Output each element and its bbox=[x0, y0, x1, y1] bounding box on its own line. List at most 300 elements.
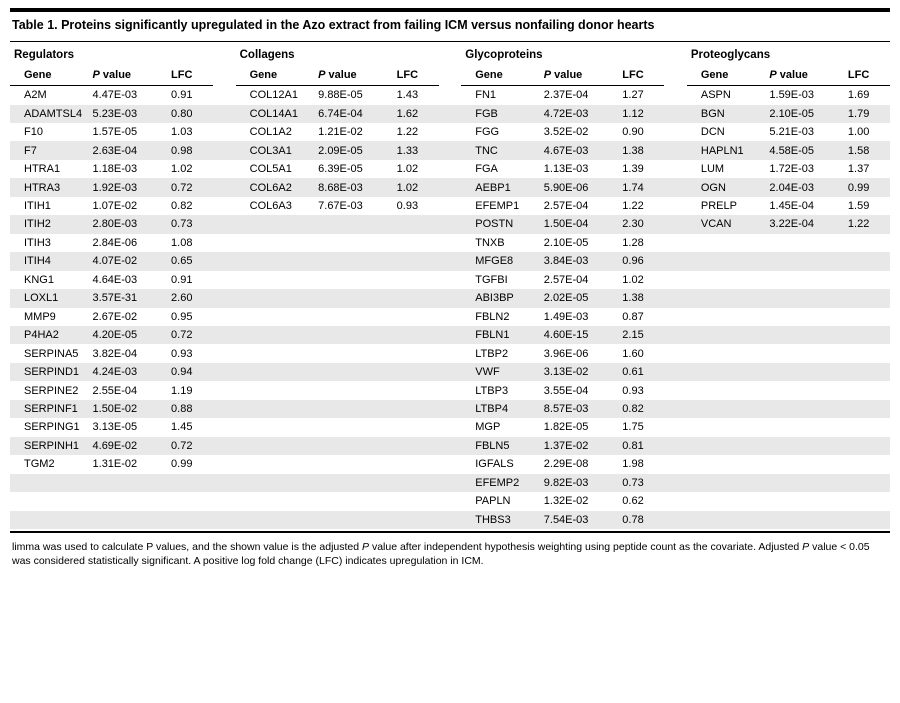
cell-pvalue bbox=[314, 326, 393, 344]
cell-gene bbox=[236, 418, 315, 436]
cell-gap bbox=[439, 289, 462, 307]
cell-pvalue: 6.74E-04 bbox=[314, 105, 393, 123]
cell-gene bbox=[687, 289, 766, 307]
cell-gene bbox=[687, 474, 766, 492]
cell-gene bbox=[236, 215, 315, 233]
cell-lfc: 2.15 bbox=[618, 326, 664, 344]
cell-gap bbox=[213, 455, 236, 473]
cell-lfc: 1.02 bbox=[171, 163, 193, 176]
cell-pvalue: 4.20E-05 bbox=[89, 326, 168, 344]
cell-pvalue bbox=[765, 308, 844, 326]
cell-lfc: 1.59 bbox=[847, 200, 870, 213]
table-row bbox=[10, 400, 890, 418]
data-table bbox=[10, 42, 890, 529]
table-row bbox=[10, 492, 890, 510]
cell-gap bbox=[439, 455, 462, 473]
cell-lfc: 0.78 bbox=[618, 511, 664, 529]
cell-gene bbox=[10, 492, 89, 510]
cell-gene: F7 bbox=[10, 141, 89, 159]
cell-pvalue: 4.58E-05 bbox=[765, 141, 844, 159]
cell-gene: SERPINE2 bbox=[24, 384, 79, 397]
cell-lfc: 1.62 bbox=[393, 105, 439, 123]
cell-lfc: 1.03 bbox=[171, 126, 193, 139]
cell-lfc: 0.72 bbox=[167, 326, 213, 344]
cell-lfc bbox=[167, 511, 213, 529]
cell-gap bbox=[664, 197, 687, 215]
cell-pvalue: 1.13E-03 bbox=[543, 163, 589, 176]
cell-pvalue: 1.82E-05 bbox=[543, 421, 589, 434]
table-row bbox=[10, 123, 890, 141]
cell-gene: A2M bbox=[24, 89, 47, 102]
cell-lfc: 1.12 bbox=[618, 105, 664, 123]
cell-gene: TGM2 bbox=[24, 458, 55, 471]
cell-gene: COL5A1 bbox=[249, 163, 292, 176]
cell-pvalue: 1.92E-03 bbox=[89, 178, 168, 196]
cell-lfc: 0.99 bbox=[844, 178, 890, 196]
cell-gap bbox=[439, 141, 462, 159]
cell-lfc: 0.91 bbox=[171, 273, 193, 286]
cell-gene: IGFALS bbox=[475, 458, 514, 471]
cell-gene: HTRA3 bbox=[10, 178, 89, 196]
cell-pvalue bbox=[314, 271, 393, 289]
cell-lfc: 1.00 bbox=[847, 126, 870, 139]
cell-lfc bbox=[393, 381, 439, 399]
cell-lfc: 0.91 bbox=[171, 89, 193, 102]
cell-lfc: 1.79 bbox=[844, 105, 890, 123]
cell-gene bbox=[236, 363, 315, 381]
cell-gap bbox=[664, 492, 687, 510]
cell-pvalue: 9.88E-05 bbox=[318, 89, 363, 102]
column-header-gene-1: Gene bbox=[10, 66, 89, 86]
cell-lfc bbox=[844, 252, 890, 270]
cell-gap bbox=[213, 326, 236, 344]
cell-lfc bbox=[844, 363, 890, 381]
cell-gene bbox=[687, 363, 766, 381]
column-header-pvalue-4: P value bbox=[765, 66, 844, 86]
cell-gene bbox=[236, 400, 315, 418]
column-header-lfc-4: LFC bbox=[844, 66, 890, 86]
cell-gene bbox=[687, 271, 766, 289]
cell-lfc: 1.08 bbox=[171, 236, 193, 249]
cell-pvalue bbox=[314, 381, 393, 399]
table-row bbox=[10, 215, 890, 233]
cell-pvalue: 2.04E-03 bbox=[765, 178, 844, 196]
group-header-proteoglycans: Proteoglycans bbox=[690, 49, 771, 62]
cell-lfc bbox=[393, 455, 439, 473]
cell-lfc: 1.22 bbox=[622, 200, 644, 213]
cell-gene: VWF bbox=[461, 363, 540, 381]
cell-lfc: 1.22 bbox=[844, 215, 890, 233]
cell-gene: ADAMTSL4 bbox=[10, 105, 89, 123]
cell-pvalue: 1.21E-02 bbox=[318, 126, 363, 139]
cell-gap bbox=[664, 400, 687, 418]
cell-lfc bbox=[844, 289, 890, 307]
cell-pvalue: 1.07E-02 bbox=[92, 200, 138, 213]
cell-gene bbox=[236, 455, 315, 473]
cell-pvalue: 4.24E-03 bbox=[89, 363, 168, 381]
cell-pvalue bbox=[314, 400, 393, 418]
cell-lfc: 0.61 bbox=[618, 363, 664, 381]
cell-pvalue bbox=[314, 308, 393, 326]
column-header-pvalue-2: P value bbox=[314, 66, 393, 86]
cell-gene: SERPINF1 bbox=[10, 400, 89, 418]
cell-lfc: 1.75 bbox=[622, 421, 644, 434]
cell-gap bbox=[213, 289, 236, 307]
cell-pvalue: 3.52E-02 bbox=[543, 126, 589, 139]
table-row bbox=[10, 474, 890, 492]
cell-pvalue: 1.50E-02 bbox=[89, 400, 168, 418]
cell-pvalue: 2.57E-04 bbox=[543, 273, 589, 286]
cell-gene: FGG bbox=[475, 126, 500, 139]
cell-gene bbox=[236, 437, 315, 455]
cell-pvalue: 3.22E-04 bbox=[765, 215, 844, 233]
table-row bbox=[10, 289, 890, 307]
cell-pvalue bbox=[765, 492, 844, 510]
cell-gene: MFGE8 bbox=[461, 252, 540, 270]
table-row bbox=[10, 252, 890, 270]
cell-gap bbox=[439, 474, 462, 492]
cell-gap bbox=[213, 160, 236, 178]
cell-gap bbox=[213, 234, 236, 252]
table-row bbox=[10, 141, 890, 159]
cell-gene: COL12A1 bbox=[249, 89, 298, 102]
cell-pvalue bbox=[314, 455, 393, 473]
table-row bbox=[10, 197, 890, 215]
group-header-collagens: Collagens bbox=[239, 49, 295, 62]
cell-pvalue: 1.57E-05 bbox=[92, 126, 138, 139]
cell-gene: LOXL1 bbox=[10, 289, 89, 307]
cell-pvalue: 3.55E-04 bbox=[543, 384, 589, 397]
cell-lfc bbox=[393, 511, 439, 529]
table-row bbox=[10, 326, 890, 344]
table-row bbox=[10, 344, 890, 362]
cell-pvalue bbox=[765, 511, 844, 529]
cell-gene: COL14A1 bbox=[236, 105, 315, 123]
cell-lfc bbox=[844, 326, 890, 344]
cell-gap bbox=[213, 178, 236, 196]
cell-gene bbox=[687, 344, 766, 362]
cell-gene: KNG1 bbox=[24, 273, 54, 286]
cell-gap bbox=[213, 308, 236, 326]
cell-gene: SERPINA5 bbox=[24, 347, 79, 360]
table-row bbox=[10, 511, 890, 529]
cell-gene bbox=[687, 418, 766, 436]
cell-lfc: 0.96 bbox=[618, 252, 664, 270]
cell-pvalue bbox=[314, 418, 393, 436]
cell-gap bbox=[664, 455, 687, 473]
cell-pvalue bbox=[765, 234, 844, 252]
column-gap bbox=[213, 66, 236, 86]
cell-gap bbox=[439, 418, 462, 436]
cell-gap bbox=[664, 86, 687, 105]
cell-lfc: 0.98 bbox=[167, 141, 213, 159]
cell-gene: DCN bbox=[700, 126, 725, 139]
footnote-italic-p: P bbox=[362, 540, 370, 553]
cell-lfc: 1.45 bbox=[171, 421, 193, 434]
cell-gap bbox=[664, 511, 687, 529]
table-row bbox=[10, 86, 890, 105]
column-header-gene-2: Gene bbox=[236, 66, 315, 86]
cell-gene: POSTN bbox=[461, 215, 540, 233]
cell-gap bbox=[439, 178, 462, 196]
cell-pvalue bbox=[314, 234, 393, 252]
cell-gene bbox=[10, 474, 89, 492]
cell-gene: FGB bbox=[461, 105, 540, 123]
cell-gene: HTRA1 bbox=[24, 163, 61, 176]
column-header-lfc-1: LFC bbox=[167, 66, 213, 86]
cell-lfc: 0.73 bbox=[618, 474, 664, 492]
cell-pvalue: 2.55E-04 bbox=[92, 384, 138, 397]
cell-pvalue bbox=[765, 344, 844, 362]
cell-pvalue bbox=[314, 344, 393, 362]
cell-pvalue bbox=[314, 437, 393, 455]
table-title: Table 1. Proteins significantly upregulated in the Azo extract from failing ICM versus nonfailing donor hearts bbox=[12, 18, 655, 32]
cell-gene bbox=[687, 455, 766, 473]
cell-pvalue: 2.09E-05 bbox=[314, 141, 393, 159]
pvalue-italic-p: P bbox=[769, 69, 777, 82]
table-row bbox=[10, 105, 890, 123]
cell-gap bbox=[439, 234, 462, 252]
cell-pvalue: 4.47E-03 bbox=[92, 89, 138, 102]
cell-gap bbox=[213, 344, 236, 362]
cell-pvalue bbox=[765, 363, 844, 381]
cell-lfc bbox=[844, 271, 890, 289]
cell-gene: TGFBI bbox=[475, 273, 508, 286]
cell-lfc bbox=[844, 492, 890, 510]
cell-pvalue bbox=[765, 326, 844, 344]
cell-gap bbox=[213, 197, 236, 215]
cell-pvalue: 2.67E-02 bbox=[92, 310, 138, 323]
cell-lfc bbox=[393, 363, 439, 381]
cell-lfc: 0.99 bbox=[171, 458, 193, 471]
cell-gap bbox=[213, 123, 236, 141]
cell-pvalue: 4.67E-03 bbox=[540, 141, 619, 159]
cell-gene: HAPLN1 bbox=[687, 141, 766, 159]
cell-gap bbox=[664, 363, 687, 381]
cell-gene: ABI3BP bbox=[461, 289, 540, 307]
cell-lfc bbox=[393, 234, 439, 252]
cell-gap bbox=[439, 437, 462, 455]
cell-gene bbox=[687, 381, 766, 399]
cell-gene: COL3A1 bbox=[236, 141, 315, 159]
cell-gene bbox=[687, 400, 766, 418]
cell-gene bbox=[236, 252, 315, 270]
cell-lfc: 0.93 bbox=[622, 384, 644, 397]
cell-gene: PAPLN bbox=[475, 495, 511, 508]
cell-pvalue: 3.96E-06 bbox=[543, 347, 589, 360]
cell-lfc: 0.81 bbox=[618, 437, 664, 455]
cell-pvalue: 2.84E-06 bbox=[92, 236, 138, 249]
cell-gap bbox=[664, 271, 687, 289]
cell-lfc bbox=[393, 344, 439, 362]
cell-gene bbox=[236, 511, 315, 529]
cell-lfc: 1.39 bbox=[622, 163, 644, 176]
cell-lfc bbox=[393, 437, 439, 455]
cell-lfc bbox=[844, 308, 890, 326]
cell-gap bbox=[439, 197, 462, 215]
cell-pvalue: 8.68E-03 bbox=[314, 178, 393, 196]
cell-lfc bbox=[844, 511, 890, 529]
cell-gene: COL1A2 bbox=[249, 126, 292, 139]
cell-gap bbox=[213, 418, 236, 436]
cell-gene bbox=[687, 492, 766, 510]
cell-pvalue bbox=[765, 381, 844, 399]
cell-pvalue: 4.72E-03 bbox=[540, 105, 619, 123]
cell-pvalue: 2.57E-04 bbox=[543, 200, 589, 213]
cell-pvalue: 2.63E-04 bbox=[89, 141, 168, 159]
cell-lfc: 0.88 bbox=[167, 400, 213, 418]
table-row bbox=[10, 234, 890, 252]
cell-gene bbox=[236, 492, 315, 510]
cell-lfc bbox=[844, 400, 890, 418]
group-header-glycoproteins: Glycoproteins bbox=[465, 49, 543, 62]
cell-pvalue bbox=[765, 289, 844, 307]
cell-lfc: 1.22 bbox=[396, 126, 419, 139]
cell-gap bbox=[213, 381, 236, 399]
pvalue-italic-p: P bbox=[92, 69, 100, 82]
table-footnote bbox=[10, 533, 890, 569]
cell-pvalue: 2.29E-08 bbox=[543, 458, 589, 471]
cell-gap bbox=[439, 160, 462, 178]
cell-lfc: 1.19 bbox=[171, 384, 193, 397]
cell-gap bbox=[213, 86, 236, 105]
cell-pvalue: 7.54E-03 bbox=[540, 511, 619, 529]
column-header-pvalue-3: P value bbox=[540, 66, 619, 86]
column-gap bbox=[664, 66, 687, 86]
cell-gap bbox=[664, 344, 687, 362]
cell-lfc: 0.82 bbox=[171, 200, 193, 213]
cell-gap bbox=[213, 400, 236, 418]
cell-gap bbox=[664, 289, 687, 307]
cell-lfc: 1.58 bbox=[844, 141, 890, 159]
cell-lfc bbox=[393, 252, 439, 270]
cell-gap bbox=[439, 215, 462, 233]
cell-lfc: 0.62 bbox=[622, 495, 644, 508]
cell-gap bbox=[664, 178, 687, 196]
cell-gap bbox=[664, 418, 687, 436]
cell-gap bbox=[439, 511, 462, 529]
cell-lfc bbox=[844, 234, 890, 252]
cell-gene: LTBP4 bbox=[461, 400, 540, 418]
cell-pvalue: 9.82E-03 bbox=[540, 474, 619, 492]
cell-pvalue: 3.84E-03 bbox=[540, 252, 619, 270]
cell-gene bbox=[236, 381, 315, 399]
cell-pvalue: 3.57E-31 bbox=[89, 289, 168, 307]
cell-gap bbox=[664, 123, 687, 141]
cell-lfc bbox=[393, 308, 439, 326]
table-row bbox=[10, 363, 890, 381]
footnote-text: limma was used to calculate P values, and the shown value is the adjusted P value after independent hypothesis weighting using peptide count as the covariate. Adjusted P value < 0.05 was considered statistically significant. A positive log fold change (LFC) indicates upregulation in ICM. bbox=[12, 540, 870, 567]
cell-gap bbox=[664, 160, 687, 178]
cell-gene: LTBP3 bbox=[475, 384, 509, 397]
cell-lfc: 0.72 bbox=[167, 437, 213, 455]
cell-gene: LTBP2 bbox=[475, 347, 509, 360]
cell-lfc bbox=[844, 437, 890, 455]
cell-gap bbox=[439, 400, 462, 418]
cell-gap bbox=[213, 511, 236, 529]
cell-pvalue bbox=[89, 492, 168, 510]
cell-pvalue bbox=[314, 492, 393, 510]
group-gap bbox=[664, 42, 687, 66]
cell-pvalue bbox=[89, 474, 168, 492]
cell-lfc: 1.60 bbox=[622, 347, 644, 360]
cell-pvalue: 3.13E-02 bbox=[540, 363, 619, 381]
cell-gap bbox=[439, 381, 462, 399]
column-header-pvalue-1: P value bbox=[89, 66, 168, 86]
cell-gene bbox=[687, 511, 766, 529]
table-row bbox=[10, 381, 890, 399]
cell-lfc: 0.90 bbox=[622, 126, 644, 139]
cell-gene bbox=[236, 271, 315, 289]
cell-pvalue bbox=[314, 215, 393, 233]
cell-lfc bbox=[393, 271, 439, 289]
cell-gene: ITIH4 bbox=[10, 252, 89, 270]
cell-gap bbox=[664, 381, 687, 399]
column-header-row bbox=[10, 66, 890, 86]
cell-gap bbox=[439, 271, 462, 289]
cell-lfc: 0.80 bbox=[167, 105, 213, 123]
cell-gene bbox=[236, 234, 315, 252]
cell-lfc: 0.94 bbox=[167, 363, 213, 381]
cell-pvalue: 2.80E-03 bbox=[89, 215, 168, 233]
cell-gap bbox=[439, 326, 462, 344]
cell-lfc: 1.02 bbox=[396, 163, 419, 176]
column-header-lfc-3: LFC bbox=[618, 66, 664, 86]
cell-lfc bbox=[393, 289, 439, 307]
cell-gene bbox=[687, 252, 766, 270]
cell-gene: F10 bbox=[24, 126, 43, 139]
cell-lfc bbox=[393, 418, 439, 436]
cell-lfc: 1.38 bbox=[618, 289, 664, 307]
cell-pvalue bbox=[765, 400, 844, 418]
cell-gene: ITIH1 bbox=[24, 200, 51, 213]
column-header-lfc-2: LFC bbox=[393, 66, 439, 86]
group-gap bbox=[439, 42, 462, 66]
cell-gene: MMP9 bbox=[24, 310, 56, 323]
column-header-gene-3: Gene bbox=[461, 66, 540, 86]
cell-lfc bbox=[844, 455, 890, 473]
cell-pvalue: 6.39E-05 bbox=[318, 163, 363, 176]
cell-gene: FBLN1 bbox=[461, 326, 540, 344]
cell-gap bbox=[664, 234, 687, 252]
cell-gap bbox=[439, 492, 462, 510]
cell-gene bbox=[236, 326, 315, 344]
cell-pvalue: 2.37E-04 bbox=[543, 89, 589, 102]
cell-lfc: 1.02 bbox=[393, 178, 439, 196]
cell-lfc: 2.30 bbox=[618, 215, 664, 233]
cell-pvalue: 4.60E-15 bbox=[540, 326, 619, 344]
cell-lfc: 1.43 bbox=[396, 89, 419, 102]
cell-pvalue: 5.23E-03 bbox=[89, 105, 168, 123]
cell-gap bbox=[664, 474, 687, 492]
footnote-italic-p: P bbox=[802, 540, 810, 553]
cell-gene: P4HA2 bbox=[10, 326, 89, 344]
cell-gap bbox=[439, 123, 462, 141]
group-header-row bbox=[10, 42, 890, 66]
cell-gene bbox=[236, 344, 315, 362]
cell-gap bbox=[213, 271, 236, 289]
cell-pvalue: 4.69E-02 bbox=[89, 437, 168, 455]
table-row bbox=[10, 160, 890, 178]
cell-gap bbox=[213, 252, 236, 270]
cell-gene: EFEMP1 bbox=[475, 200, 520, 213]
cell-gene bbox=[236, 474, 315, 492]
cell-lfc: 0.93 bbox=[171, 347, 193, 360]
cell-gap bbox=[664, 252, 687, 270]
cell-gap bbox=[664, 308, 687, 326]
column-header-gene-4: Gene bbox=[687, 66, 766, 86]
cell-pvalue: 3.82E-04 bbox=[92, 347, 138, 360]
